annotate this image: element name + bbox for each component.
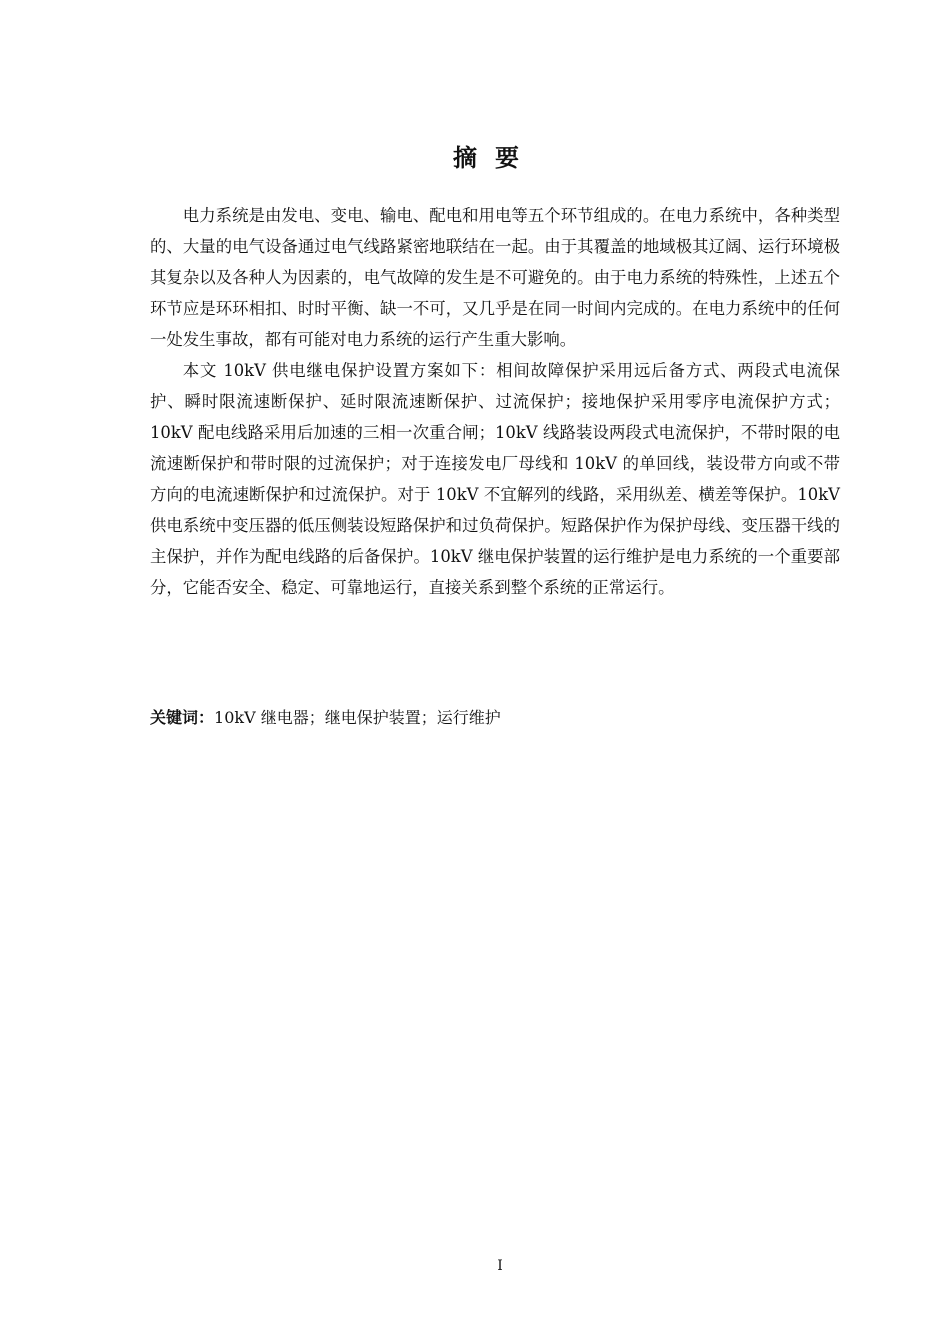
abstract-body bbox=[150, 200, 840, 603]
keywords-line bbox=[150, 702, 840, 734]
abstract-paragraph-2: 本文 10kV 供电继电保护设置方案如下：相间故障保护采用远后备方式、两段式电流保护、瞬时限流速断保护、延时限流速断保护、过流保护；接地保护采用零序电流保护方式；10kV 配电线路采用后加速的三相一次重合闸；10kV 线路装设两段式电流保护，不带时限的电流速断保护和带时限的过流保护；对于连接发电厂母线和 10kV 的单回线，装设带方向或不带方向的电流速断保护和过流保护。对于 10kV 不宜解列的线路，采用纵差、横差等保护。10kV 供电系统中变压器的低压侧装设短路保护和过负荷保护。短路保护作为保护母线、变压器干线的主保护，并作为配电线路的后备保护。10kV 继电保护装置的运行维护是电力系统的一个重要部分，它能否安全、稳定、可靠地运行，直接关系到整个系统的正常运行。 bbox=[150, 361, 840, 597]
abstract-paragraph-1: 电力系统是由发电、变电、输电、配电和用电等五个环节组成的。在电力系统中，各种类型的、大量的电气设备通过电气线路紧密地联结在一起。由于其覆盖的地域极其辽阔、运行环境极其复杂以及各种人为因素的，电气故障的发生是不可避免的。由于电力系统的特殊性，上述五个环节应是环环相扣、时时平衡、缺一不可，又几乎是在同一时间内完成的。在电力系统中的任何一处发生事故，都有可能对电力系统的运行产生重大影响。 bbox=[150, 206, 840, 349]
page-number: I bbox=[497, 1258, 503, 1274]
page-title: 摘要 bbox=[453, 144, 537, 172]
keywords-text: 10kV 继电器；继电保护装置；运行维护 bbox=[214, 708, 501, 727]
keywords-label: 关键词： bbox=[150, 708, 215, 727]
